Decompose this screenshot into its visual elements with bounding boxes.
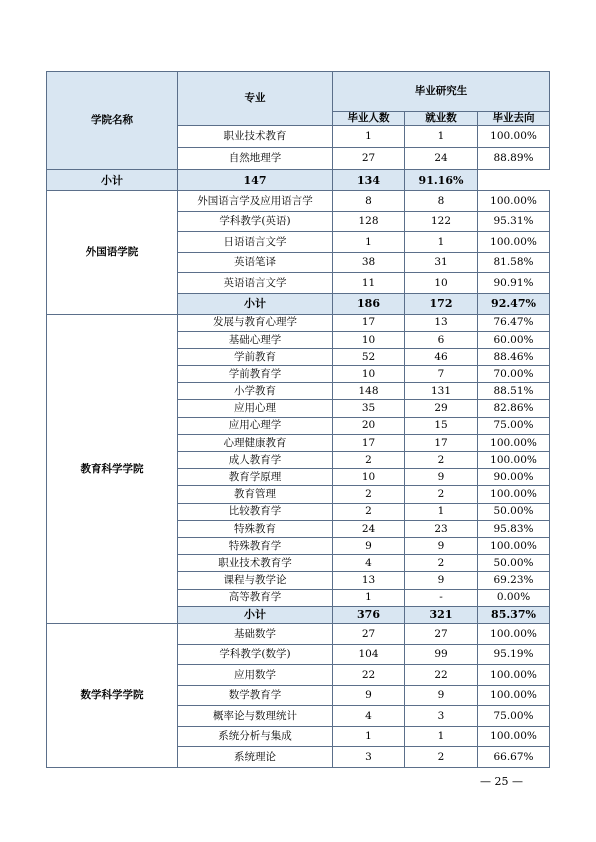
header-college-name: 学院名称: [47, 72, 178, 170]
employed-cell: 46: [405, 348, 478, 365]
employed-cell: 7: [405, 366, 478, 383]
employed-cell: 29: [405, 400, 478, 417]
rate-cell: 66.67%: [478, 747, 550, 768]
subtotal-employed: 321: [405, 606, 478, 624]
header-major: 专业: [178, 72, 333, 126]
college-name: 外国语学院: [47, 191, 178, 315]
college-name: 教育科学学院: [47, 314, 178, 624]
graduates-cell: 2: [333, 486, 405, 503]
rate-cell: 82.86%: [478, 400, 550, 417]
graduates-cell: 1: [333, 726, 405, 747]
rate-cell: 81.58%: [478, 252, 550, 273]
rate-cell: 100.00%: [478, 452, 550, 469]
rate-cell: 75.00%: [478, 706, 550, 727]
table-body: [47, 72, 550, 768]
employed-cell: 24: [405, 148, 478, 170]
employed-cell: 99: [405, 644, 478, 665]
employed-cell: 23: [405, 520, 478, 537]
rate-cell: 60.00%: [478, 331, 550, 348]
rate-cell: 100.00%: [478, 624, 550, 645]
header-grad-count: 毕业人数: [333, 112, 405, 126]
major-cell: 比较教育学: [178, 503, 333, 520]
employed-cell: 2: [405, 452, 478, 469]
employed-cell: 9: [405, 469, 478, 486]
major-cell: 学前教育学: [178, 366, 333, 383]
major-cell: 高等教育学: [178, 589, 333, 606]
graduates-cell: 128: [333, 211, 405, 232]
major-cell: 职业技术教育: [178, 126, 333, 148]
major-cell: 自然地理学: [178, 148, 333, 170]
graduates-cell: 17: [333, 314, 405, 331]
subtotal-label: 小计: [178, 606, 333, 624]
graduates-cell: 22: [333, 665, 405, 686]
subtotal-rate: 91.16%: [405, 170, 478, 191]
graduates-cell: 10: [333, 331, 405, 348]
page-number: — 25 —: [480, 775, 523, 788]
graduates-cell: 24: [333, 520, 405, 537]
subtotal-row: [47, 170, 550, 191]
graduates-cell: 10: [333, 366, 405, 383]
major-cell: 教育管理: [178, 486, 333, 503]
employed-cell: 1: [405, 232, 478, 253]
subtotal-rate: 85.37%: [478, 606, 550, 624]
header-destination: 毕业去向: [478, 112, 550, 126]
rate-cell: 100.00%: [478, 232, 550, 253]
graduates-cell: 27: [333, 148, 405, 170]
major-cell: 应用数学: [178, 665, 333, 686]
major-cell: 应用心理: [178, 400, 333, 417]
graduates-cell: 38: [333, 252, 405, 273]
employed-cell: 2: [405, 747, 478, 768]
major-cell: 心理健康教育: [178, 434, 333, 451]
major-cell: 系统理论: [178, 747, 333, 768]
employed-cell: 17: [405, 434, 478, 451]
major-cell: 发展与教育心理学: [178, 314, 333, 331]
major-cell: 外国语言学及应用语言学: [178, 191, 333, 212]
rate-cell: 50.00%: [478, 555, 550, 572]
employed-cell: 9: [405, 572, 478, 589]
rate-cell: 88.51%: [478, 383, 550, 400]
major-cell: 成人教育学: [178, 452, 333, 469]
employed-cell: 2: [405, 486, 478, 503]
rate-cell: 90.91%: [478, 273, 550, 294]
subtotal-graduates: 147: [178, 170, 333, 191]
college-name: 数学科学学院: [47, 624, 178, 768]
graduates-cell: 1: [333, 232, 405, 253]
rate-cell: 95.31%: [478, 211, 550, 232]
employed-cell: 13: [405, 314, 478, 331]
subtotal-employed: 134: [333, 170, 405, 191]
major-cell: 特殊教育学: [178, 537, 333, 554]
major-cell: 职业技术教育学: [178, 555, 333, 572]
rate-cell: 69.23%: [478, 572, 550, 589]
graduates-cell: 9: [333, 685, 405, 706]
major-cell: 课程与教学论: [178, 572, 333, 589]
graduates-cell: 8: [333, 191, 405, 212]
major-cell: 学科教学(数学): [178, 644, 333, 665]
subtotal-graduates: 376: [333, 606, 405, 624]
rate-cell: 0.00%: [478, 589, 550, 606]
subtotal-label: 小计: [47, 170, 178, 191]
rate-cell: 50.00%: [478, 503, 550, 520]
employed-cell: 1: [405, 126, 478, 148]
employed-cell: 9: [405, 537, 478, 554]
major-cell: 教育学原理: [178, 469, 333, 486]
rate-cell: 100.00%: [478, 665, 550, 686]
rate-cell: 100.00%: [478, 537, 550, 554]
employed-cell: 3: [405, 706, 478, 727]
major-cell: 基础心理学: [178, 331, 333, 348]
major-cell: 小学教育: [178, 383, 333, 400]
rate-cell: 100.00%: [478, 685, 550, 706]
employed-cell: 2: [405, 555, 478, 572]
header-employed-count: 就业数: [405, 112, 478, 126]
employed-cell: -: [405, 589, 478, 606]
graduates-cell: 10: [333, 469, 405, 486]
major-cell: 概率论与数理统计: [178, 706, 333, 727]
graduates-cell: 4: [333, 555, 405, 572]
employed-cell: 9: [405, 685, 478, 706]
graduates-cell: 11: [333, 273, 405, 294]
rate-cell: 76.47%: [478, 314, 550, 331]
header-graduate-group: 毕业研究生: [333, 72, 550, 112]
major-cell: 应用心理学: [178, 417, 333, 434]
graduates-cell: 20: [333, 417, 405, 434]
employed-cell: 8: [405, 191, 478, 212]
major-cell: 学科教学(英语): [178, 211, 333, 232]
major-cell: 数学教育学: [178, 685, 333, 706]
rate-cell: 90.00%: [478, 469, 550, 486]
header-row: [47, 72, 550, 112]
table-row: [47, 191, 550, 212]
employed-cell: 22: [405, 665, 478, 686]
employed-cell: 27: [405, 624, 478, 645]
rate-cell: 75.00%: [478, 417, 550, 434]
employed-cell: 122: [405, 211, 478, 232]
rate-cell: 100.00%: [478, 726, 550, 747]
employed-cell: 131: [405, 383, 478, 400]
graduates-cell: 4: [333, 706, 405, 727]
graduates-cell: 104: [333, 644, 405, 665]
graduates-cell: 35: [333, 400, 405, 417]
rate-cell: 100.00%: [478, 126, 550, 148]
major-cell: 系统分析与集成: [178, 726, 333, 747]
table-row: [47, 624, 550, 645]
subtotal-label: 小计: [178, 293, 333, 314]
rate-cell: 70.00%: [478, 366, 550, 383]
table-row: [47, 314, 550, 331]
employed-cell: 10: [405, 273, 478, 294]
employed-cell: 1: [405, 503, 478, 520]
subtotal-employed: 172: [405, 293, 478, 314]
major-cell: 英语语言文学: [178, 273, 333, 294]
graduates-cell: 27: [333, 624, 405, 645]
employed-cell: 6: [405, 331, 478, 348]
graduates-cell: 13: [333, 572, 405, 589]
rate-cell: 100.00%: [478, 434, 550, 451]
graduates-cell: 2: [333, 452, 405, 469]
rate-cell: 95.83%: [478, 520, 550, 537]
rate-cell: 88.89%: [478, 148, 550, 170]
rate-cell: 100.00%: [478, 191, 550, 212]
graduates-cell: 9: [333, 537, 405, 554]
graduates-cell: 3: [333, 747, 405, 768]
major-cell: 日语语言文学: [178, 232, 333, 253]
employed-cell: 31: [405, 252, 478, 273]
subtotal-graduates: 186: [333, 293, 405, 314]
rate-cell: 88.46%: [478, 348, 550, 365]
graduates-cell: 1: [333, 589, 405, 606]
graduates-cell: 52: [333, 348, 405, 365]
employed-cell: 1: [405, 726, 478, 747]
major-cell: 学前教育: [178, 348, 333, 365]
major-cell: 英语笔译: [178, 252, 333, 273]
graduates-cell: 1: [333, 126, 405, 148]
rate-cell: 95.19%: [478, 644, 550, 665]
rate-cell: 100.00%: [478, 486, 550, 503]
graduates-cell: 2: [333, 503, 405, 520]
major-cell: 特殊教育: [178, 520, 333, 537]
graduates-cell: 17: [333, 434, 405, 451]
employed-cell: 15: [405, 417, 478, 434]
major-cell: 基础数学: [178, 624, 333, 645]
employment-table: [46, 71, 550, 768]
subtotal-rate: 92.47%: [478, 293, 550, 314]
graduates-cell: 148: [333, 383, 405, 400]
